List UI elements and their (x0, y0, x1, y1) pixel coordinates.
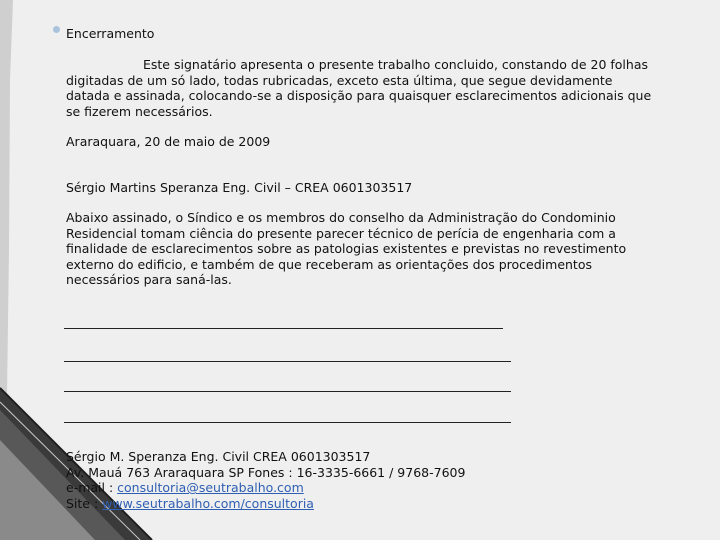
signature-line (64, 391, 511, 392)
footer-email-row (66, 480, 465, 496)
contact-footer (66, 449, 465, 511)
bullet-icon (53, 26, 60, 33)
email-label: e-mail : (66, 480, 118, 496)
paragraph-line: Residencial tomam ciência do presente parecer técnico de perícia de engenharia com a (66, 225, 616, 241)
signature-line (64, 328, 503, 329)
footer-site-row (66, 496, 465, 512)
site-label: Site : (66, 495, 103, 511)
paragraph-line: se fizerem necessários. (66, 103, 213, 119)
site-link[interactable]: www.seutrabalho.com/consultoria (102, 495, 314, 511)
paragraph-line: externo do edificio, e também de que receberam as orientações dos procedimentos (66, 256, 592, 272)
footer-name: Sérgio M. Speranza Eng. Civil CREA 0601303517 (66, 449, 371, 464)
place-date: Araraquara, 20 de maio de 2009 (66, 134, 271, 149)
signature-line (64, 422, 511, 423)
acknowledgement-paragraph (66, 210, 626, 288)
footer-address: Av. Mauá 763 Araraquara SP Fones : 16-3335-6661 / 9768-7609 (66, 464, 466, 480)
section-title: Encerramento (66, 26, 155, 41)
author-signature: Sérgio Martins Speranza Eng. Civil – CREA 0601303517 (66, 180, 413, 195)
paragraph-line: finalidade de esclarecimentos sobre as patologias existentes e previstas no revestimento (66, 241, 627, 257)
paragraph-line: necessários para saná-las. (66, 272, 232, 288)
signature-line (64, 361, 511, 362)
paragraph-line: Abaixo assinado, o Síndico e os membros do conselho da Administração do Condominio (66, 210, 616, 225)
email-link[interactable]: consultoria@seutrabalho.com (117, 480, 304, 496)
paragraph-line: Este signatário apresenta o presente trabalho concluido, constando de 20 folhas (143, 57, 648, 72)
closing-paragraph (66, 57, 651, 119)
paragraph-line: digitadas de um só lado, todas rubricadas, exceto esta última, que segue devidamente (66, 72, 613, 88)
paragraph-line: datada e assinada, colocando-se a disposição para quaisquer esclarecimentos adicionais que (66, 88, 652, 104)
